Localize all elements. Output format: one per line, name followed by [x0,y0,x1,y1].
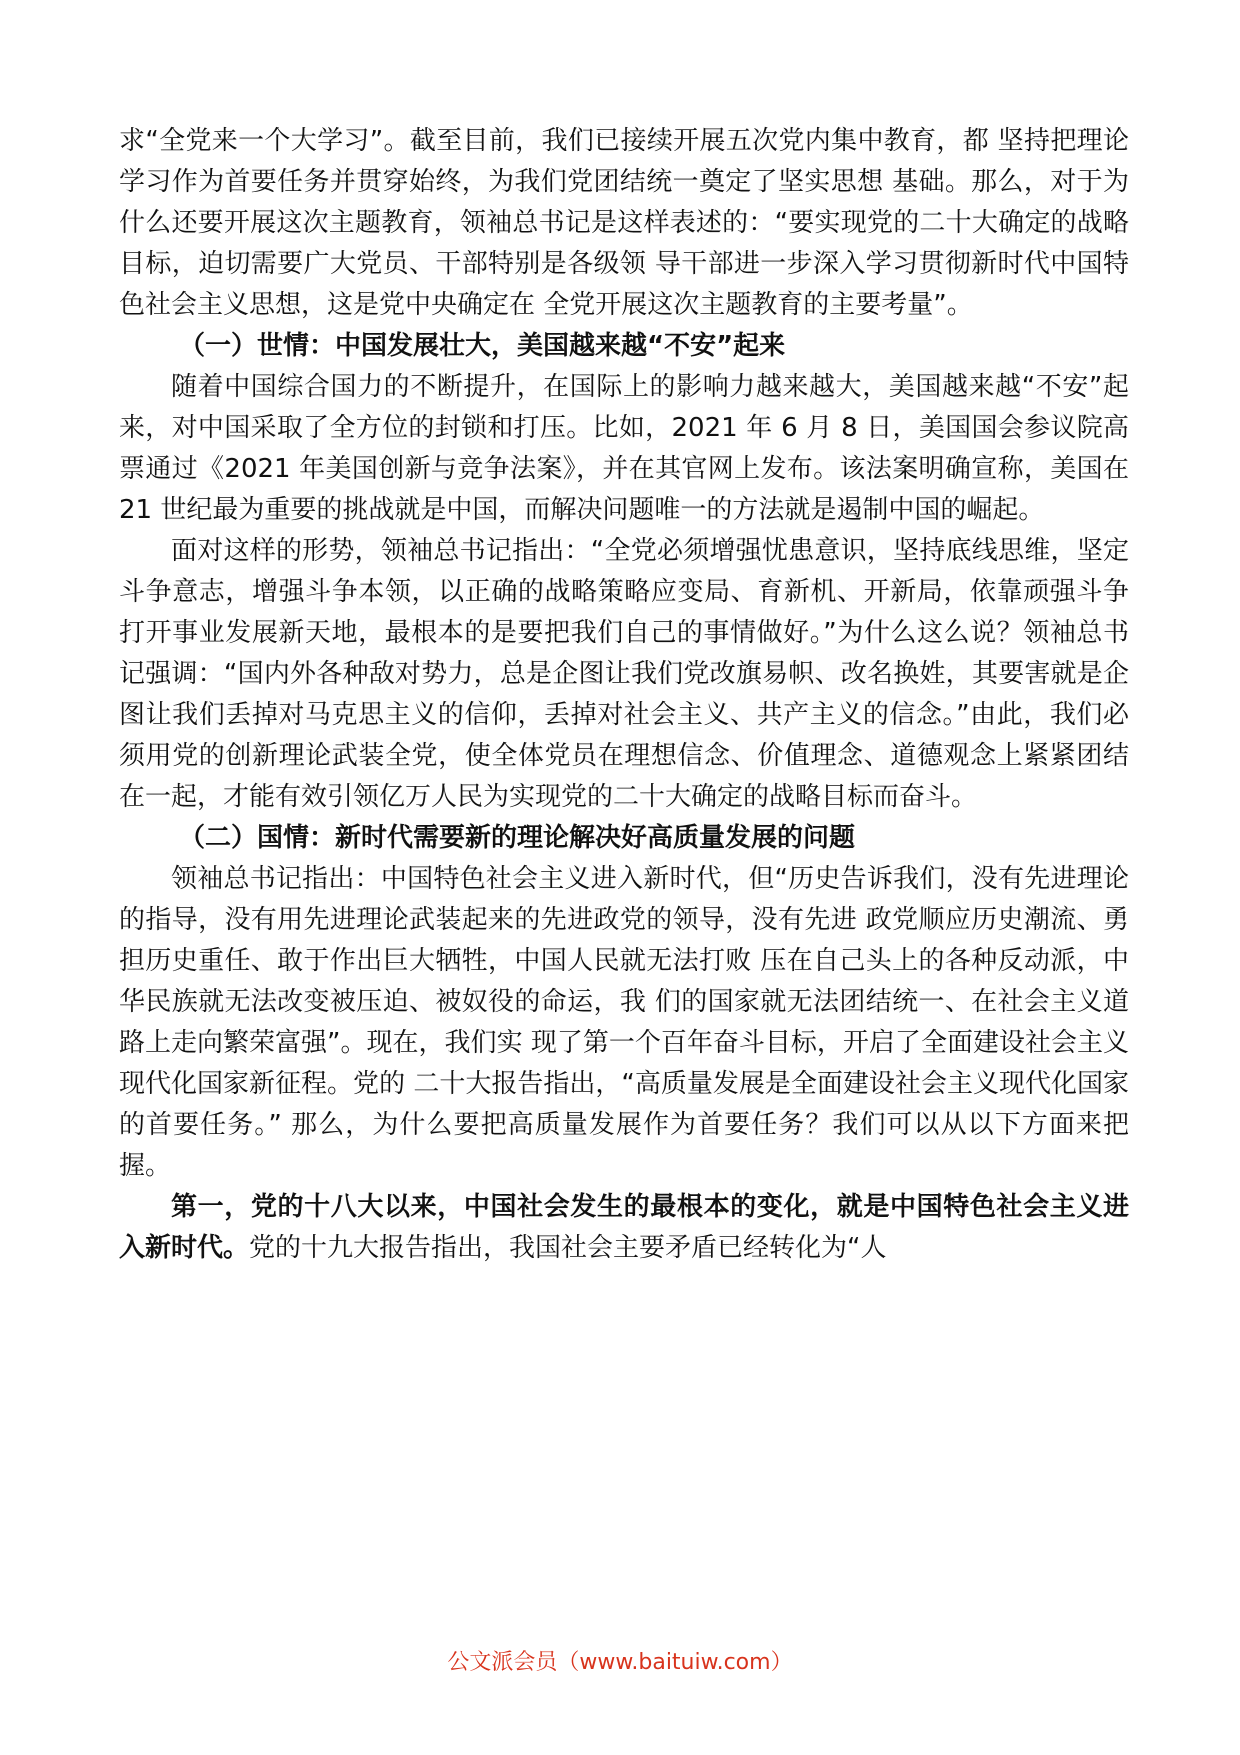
section-heading-1: （一）世情：中国发展壮大，美国越来越“不安”起来 [179,331,786,361]
paragraph-new-era-text: 党的十九大报告指出，我国社会主要矛盾已经转化为“人 [249,1233,887,1263]
paragraph-intro: 求“全党来一个大学习”。截至目前，我们已接续开展五次党内集中教育，都 坚持把理论学习作为首要任务并贯穿始终，为我们党团结统一奠定了坚实思想 基础。那么，对于为什么还要开展这次主题教育，领袖总书记是这样表述的：“要实现党的二十大确定的战略目标，迫切需要广大党员、干部特别是各级领 导干部进一步深入学习贯彻新时代中国特色社会主义思想，这是党中央确定在 全党开展这次主题教育的主要考量”。 [119,126,1129,320]
section-heading-2: （二）国情：新时代需要新的理论解决好高质量发展的问题 [179,823,856,853]
document-body [119,121,1129,1269]
paragraph-new-era [119,1187,1129,1269]
paragraph-world-situation: 随着中国综合国力的不断提升，在国际上的影响力越来越大，美国越来越“不安”起来，对中国采取了全方位的封锁和打压。比如，2021 年 6 月 8 日，美国国会参议院高票通过《2021 年美国创新与竞争法案》，并在其官网上发布。该法案明确宣称，美国在 21 世纪最为重要的挑战就是中国，而解决问题唯一的方法就是遏制中国的崛起。 [119,372,1129,525]
footer-watermark: 公文派会员（www.baituiw.com） [447,1650,793,1675]
paragraph-new-era-bold: 第一，党的十八大以来，中国社会发生的最根本的变化，就是中国特色社会主义进入新时代。 [119,1192,1129,1263]
paragraph-struggle: 面对这样的形势，领袖总书记指出：“全党必须增强忧患意识，坚持底线思维，坚定斗争意志，增强斗争本领，以正确的战略策略应变局、育新机、开新局，依靠顽强斗争打开事业发展新天地，最根本的是要把我们自己的事情做好。”为什么这么说？领袖总书记强调：“国内外各种敌对势力，总是企图让我们党改旗易帜、改名换姓，其要害就是企图让我们丢掉对马克思主义的信仰，丢掉对社会主义、共产主义的信念。”由此，我们必须用党的创新理论武装全党，使全体党员在理想信念、价值理念、道德观念上紧紧团结在一起，才能有效引领亿万人民为实现党的二十大确定的战略目标而奋斗。 [119,536,1129,812]
paragraph-national-situation: 领袖总书记指出：中国特色社会主义进入新时代，但“历史告诉我们，没有先进理论的指导，没有用先进理论武装起来的先进政党的领导，没有先进 政党顺应历史潮流、勇担历史重任、敢于作出巨大牺牲，中国人民就无法打败 压在自己头上的各种反动派，中华民族就无法改变被压迫、被奴役的命运，我 们的国家就无法团结统一、在社会主义道路上走向繁荣富强”。现在，我们实 现了第一个百年奋斗目标，开启了全面建设社会主义现代化国家新征程。党的 二十大报告指出，“高质量发展是全面建设社会主义现代化国家的首要任务。” 那么，为什么要把高质量发展作为首要任务？我们可以从以下方面来把握。 [119,864,1129,1181]
